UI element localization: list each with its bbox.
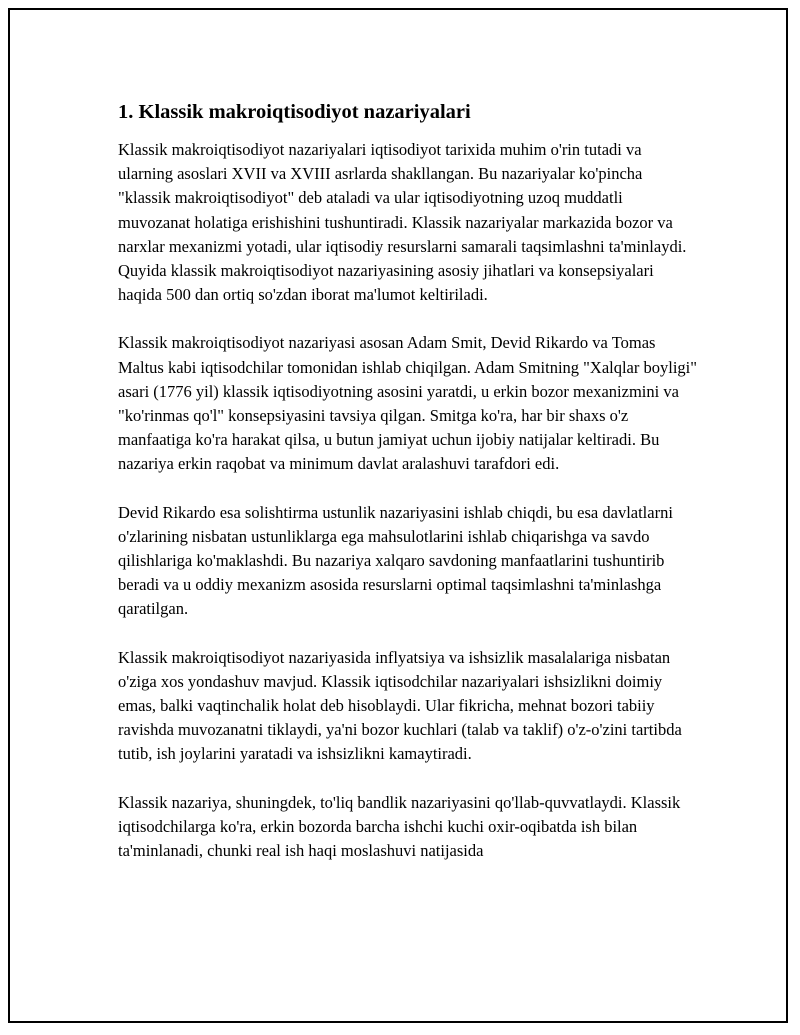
paragraph-ricardo: Devid Rikardo esa solishtirma ustunlik nazariyasini ishlab chiqdi, bu esa davlatlarni o'zlarining nisbatan ustunliklarga ega mahsulotlarini ishlab chiqarishga va savdo qilishlariga ko'maklashdi. Bu nazariya xalqaro savdoning manfaatlarini tushuntirib beradi va u oddiy mexanizm asosida resurslarni optimal taqsimlashni ta'minlashga qaratilgan. bbox=[118, 502, 673, 619]
paragraph-adam-smith: Klassik makroiqtisodiyot nazariyasi asosan Adam Smit, Devid Rikardo va Tomas Maltus kabi iqtisodchilar tomonidan ishlab chiqilgan. Adam Smitning "Xalqlar boyligi" asari (1776 yil) klassik iqtisodiyotning asosini yaratdi, u erkin bozor mexanizmini va "ko'rinmas qo'l" konsepsiyasini tavsiya qilgan. Smitga ko'ra, har bir shaxs o'z manfaatiga ko'ra harakat qilsa, u butun jamiyat uchun ijobiy natijalar keltiradi. Bu nazariya erkin raqobat va minimum davlat aralashuvi tarafdori edi. bbox=[118, 333, 697, 474]
document-body bbox=[118, 98, 698, 887]
paragraph-inflation-unemployment: Klassik makroiqtisodiyot nazariyasida inflyatsiya va ishsizlik masalalariga nisbatan o'ziga xos yondashuv mavjud. Klassik iqtisodchilar nazariyalari ishsizlikni doimiy emas, balki vaqtinchalik holat deb hisoblaydi. Ular fikricha, mehnat bozori tabiiy ravishda muvozanatni tiklaydi, ya'ni bozor kuchlari (talab va taklif) o'z-o'zini tartibda tutib, ish joylarini yaratadi va ishsizlikni kamaytiradi. bbox=[118, 647, 682, 764]
paragraph-intro: Klassik makroiqtisodiyot nazariyalari iqtisodiyot tarixida muhim o'rin tutadi va ularning asoslari XVII va XVIII asrlarda shakllangan. Bu nazariyalar ko'pincha "klassik makroiqtisodiyot" deb ataladi va ular iqtisodiyotning uzoq muddatli muvozanat holatiga erishishini tushuntiradi. Klassik nazariyalar markazida bozor va narxlar mexanizmi yotadi, ular iqtisodiy resurslarni samarali taqsimlashni ta'minlaydi. Quyida klassik makroiqtisodiyot nazariyasining asosiy jihatlari va konsepsiyalari haqida 500 dan ortiq so'zdan iborat ma'lumot keltiriladi. bbox=[118, 140, 687, 305]
paragraph-full-employment: Klassik nazariya, shuningdek, to'liq bandlik nazariyasini qo'llab-quvvatlaydi. Klassik iqtisodchilarga ko'ra, erkin bozorda barcha ishchi kuchi oxir-oqibatda ish bilan ta'minlanadi, chunki real ish haqi moslashuvi natijasida bbox=[118, 792, 681, 861]
page-frame bbox=[8, 8, 788, 1023]
section-heading: 1. Klassik makroiqtisodiyot nazariyalari bbox=[118, 101, 471, 123]
